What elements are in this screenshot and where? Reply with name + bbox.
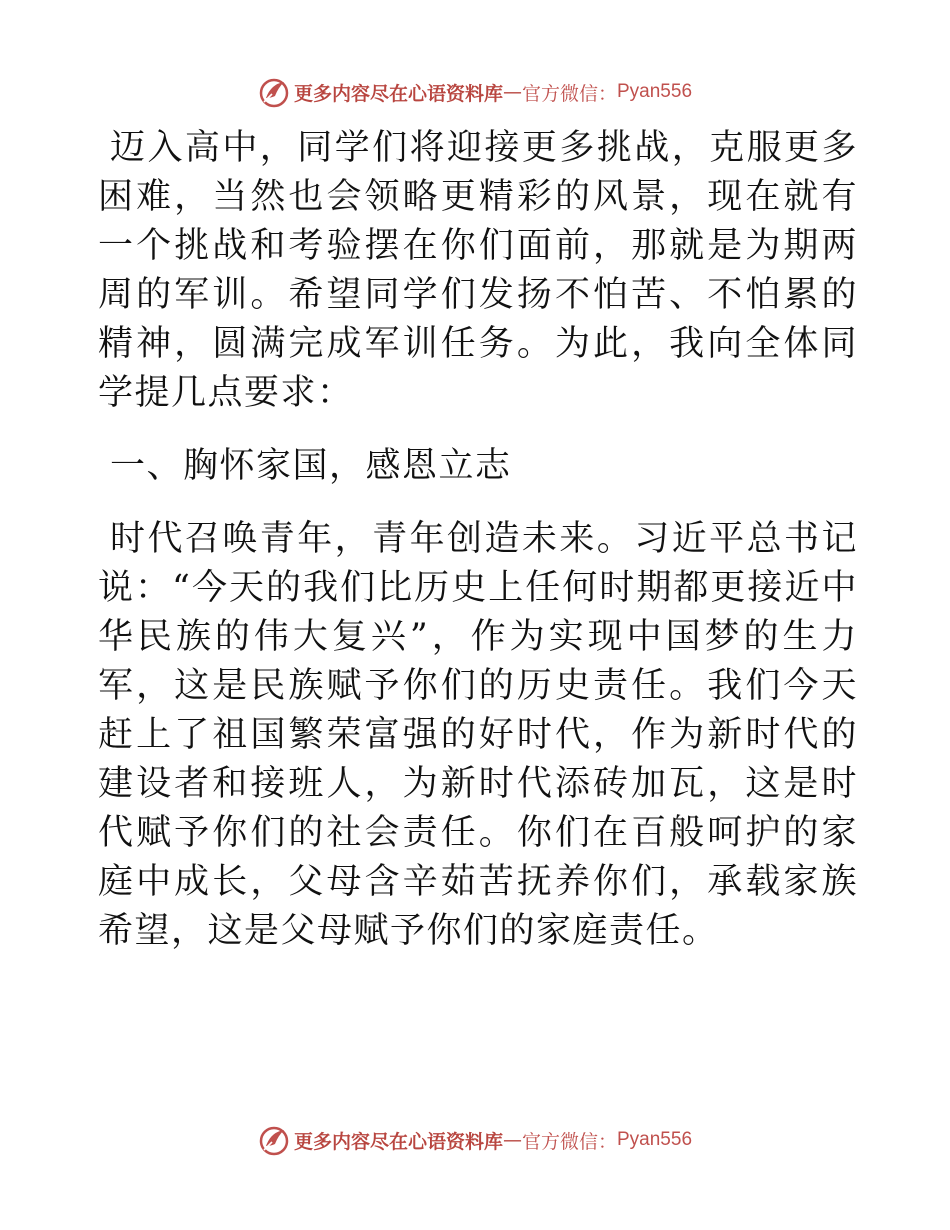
banner-wechat-id: Pyan556 <box>617 1129 693 1150</box>
header-banner <box>0 70 950 114</box>
section-heading-1: 一、胸怀家国，感恩立志 <box>110 446 512 486</box>
banner-brand-text: 更多内容尽在心语资料库 <box>293 1130 503 1153</box>
banner-wechat-label: 官方微信： <box>521 1130 617 1153</box>
paragraph-section-1: 时代召唤青年，青年创造未来。习近平总书记说：“今天的我们比历史上任何时期都更接近中华民族的伟大复兴”，作为实现中国梦的生力军，这是民族赋予你们的历史责任。我们今天赶上了祖国繁荣富强的好时代，作为新时代的建设者和接班人，为新时代添砖加瓦，这是时代赋予你们的社会责任。你们在百般呵护的家庭中成长，父母含辛茹苦抚养你们，承载家族希望，这是父母赋予你们的家庭责任。 <box>98 519 858 951</box>
banner-separator: — <box>502 1129 522 1151</box>
banner-wechat-id: Pyan556 <box>617 81 693 102</box>
brand-logo-icon <box>258 1124 290 1156</box>
banner-brand-text: 更多内容尽在心语资料库 <box>293 82 503 105</box>
brand-logo-icon <box>258 76 290 108</box>
footer-banner <box>0 1118 950 1162</box>
banner-wechat-label: 官方微信： <box>521 82 617 105</box>
banner-separator: — <box>502 81 522 103</box>
document-body <box>98 124 858 956</box>
paragraph-intro: 迈入高中，同学们将迎接更多挑战，克服更多困难，当然也会领略更精彩的风景，现在就有一个挑战和考验摆在你们面前，那就是为期两周的军训。希望同学们发扬不怕苦、不怕累的精神，圆满完成军训任务。为此，我向全体同学提几点要求： <box>98 128 858 413</box>
